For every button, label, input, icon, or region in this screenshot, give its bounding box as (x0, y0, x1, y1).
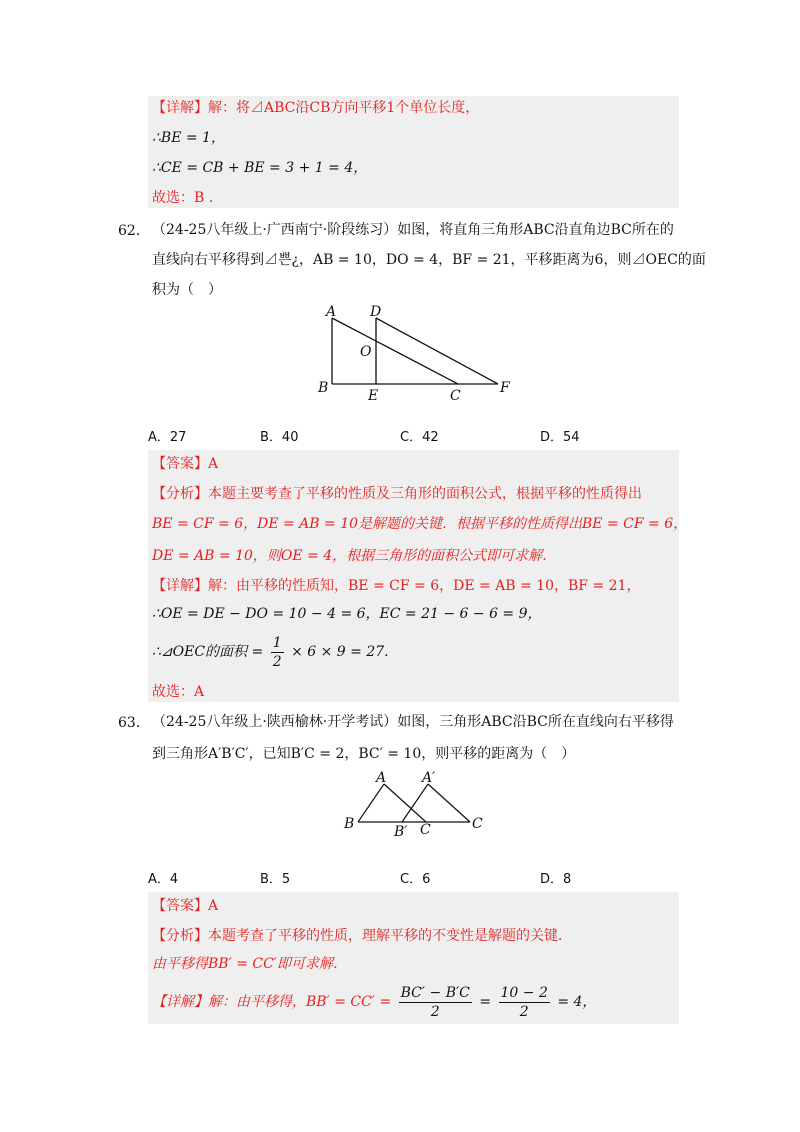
question-62-figure (310, 300, 520, 410)
top-be-line: ∴BE = 1， (152, 130, 225, 146)
q62-answer: 【答案】A (152, 456, 219, 472)
question-63-line2: 到三角形A′B′C′，已知B′C = 2，BC′ = 10，则平移的距离为（ ） (152, 746, 576, 762)
fig63-label-C: C (420, 822, 431, 838)
fig62-label-D: D (370, 304, 382, 320)
fig63-label-B-prime: B′ (394, 824, 408, 840)
q62-analysis-line2: BE = CF = 6，DE = AB = 10是解题的关键．根据平移的性质得出BE = CF = 6， (152, 516, 688, 532)
fig62-label-C: C (450, 388, 461, 404)
q63-fraction-1-numerator: BC′ − B′C (400, 984, 470, 1001)
question-63-figure (340, 770, 490, 840)
q63-detail-suffix: = 4， (557, 994, 597, 1010)
top-detail-line: 【详解】解：将⊿ABC沿CB方向平移1个单位长度， (152, 100, 480, 116)
fig63-label-B: B (344, 816, 355, 832)
q63-equals: = (479, 994, 492, 1010)
q62-fraction-numerator: 1 (272, 634, 282, 651)
q63-fraction-2-denominator: 2 (519, 1003, 529, 1020)
q62-detail-line3 (152, 632, 389, 672)
question-62-line2: 直线向右平移得到⊿쁜¿，AB = 10，DO = 4，BF = 21，平移距离为6，则⊿OEC的面 (152, 252, 706, 268)
q63-analysis-line2: 由平移得BB′ = CC′即可求解． (152, 956, 347, 972)
q63-answer: 【答案】A (152, 898, 219, 914)
fig63-label-A: A (376, 770, 387, 786)
question-63-line1: （24-25八年级上·陕西榆林·开学考试）如图，三角形ABC沿BC所在直线向右平移得 (152, 714, 674, 730)
q63-fraction-2 (499, 984, 550, 1021)
question-63-option-a[interactable]: A．4 (148, 872, 179, 887)
question-62-option-d[interactable]: D．54 (540, 430, 580, 445)
q62-fraction-denominator: 2 (272, 653, 282, 670)
question-62-option-c[interactable]: C．42 (400, 430, 439, 445)
q62-choice: 故选：A (152, 684, 205, 700)
q63-fraction-2-numerator: 10 − 2 (500, 984, 548, 1001)
question-62-number: 62． (118, 223, 150, 239)
question-63-option-c[interactable]: C．6 (400, 872, 431, 887)
question-62-option-b[interactable]: B．40 (260, 430, 299, 445)
q62-analysis-line3: DE = AB = 10，则OE = 4，根据三角形的面积公式即可求解． (152, 548, 557, 564)
fig63-label-C-prime: C (472, 816, 483, 832)
fig62-label-A: A (326, 304, 337, 320)
fig63-label-A-prime: A′ (422, 770, 436, 786)
q62-half-fraction (271, 634, 284, 671)
question-63-number: 63． (118, 715, 150, 731)
q62-detail-line2: ∴OE = DE − DO = 10 − 4 = 6，EC = 21 − 6 − 6 = 9， (152, 606, 542, 622)
q63-detail-line (152, 982, 596, 1022)
question-62-line1: （24-25八年级上·广西南宁·阶段练习）如图，将直角三角形ABC沿直角边BC所在的 (152, 222, 674, 238)
question-63-option-d[interactable]: D．8 (540, 872, 572, 887)
question-62-line3: 积为（ ） (152, 282, 222, 298)
fig62-label-B: B (318, 380, 329, 396)
q62-area-suffix: × 6 × 9 = 27. (291, 644, 389, 660)
q63-fraction-1-denominator: 2 (430, 1003, 440, 1020)
fig62-label-E: E (368, 388, 379, 404)
question-62-option-a[interactable]: A．27 (148, 430, 187, 445)
fig62-label-F: F (500, 380, 510, 396)
q62-area-prefix: ∴⊿OEC的面积 = (152, 644, 264, 660)
top-ce-line: ∴CE = CB + BE = 3 + 1 = 4， (152, 160, 368, 176)
q63-fraction-1 (399, 984, 472, 1021)
question-63-option-b[interactable]: B．5 (260, 872, 291, 887)
q63-detail-prefix: 【详解】解：由平移得，BB′ = CC′ = (152, 994, 392, 1010)
q63-analysis-line1: 【分析】本题考查了平移的性质，理解平移的不变性是解题的关键． (152, 928, 572, 944)
q62-detail-line1: 【详解】解：由平移的性质知，BE = CF = 6，DE = AB = 10，BF = 21， (152, 578, 641, 594)
q62-analysis-line1: 【分析】本题主要考查了平移的性质及三角形的面积公式，根据平移的性质得出 (152, 486, 642, 502)
fig62-label-O: O (360, 344, 372, 360)
top-choice-line: 故选：B . (152, 190, 214, 206)
